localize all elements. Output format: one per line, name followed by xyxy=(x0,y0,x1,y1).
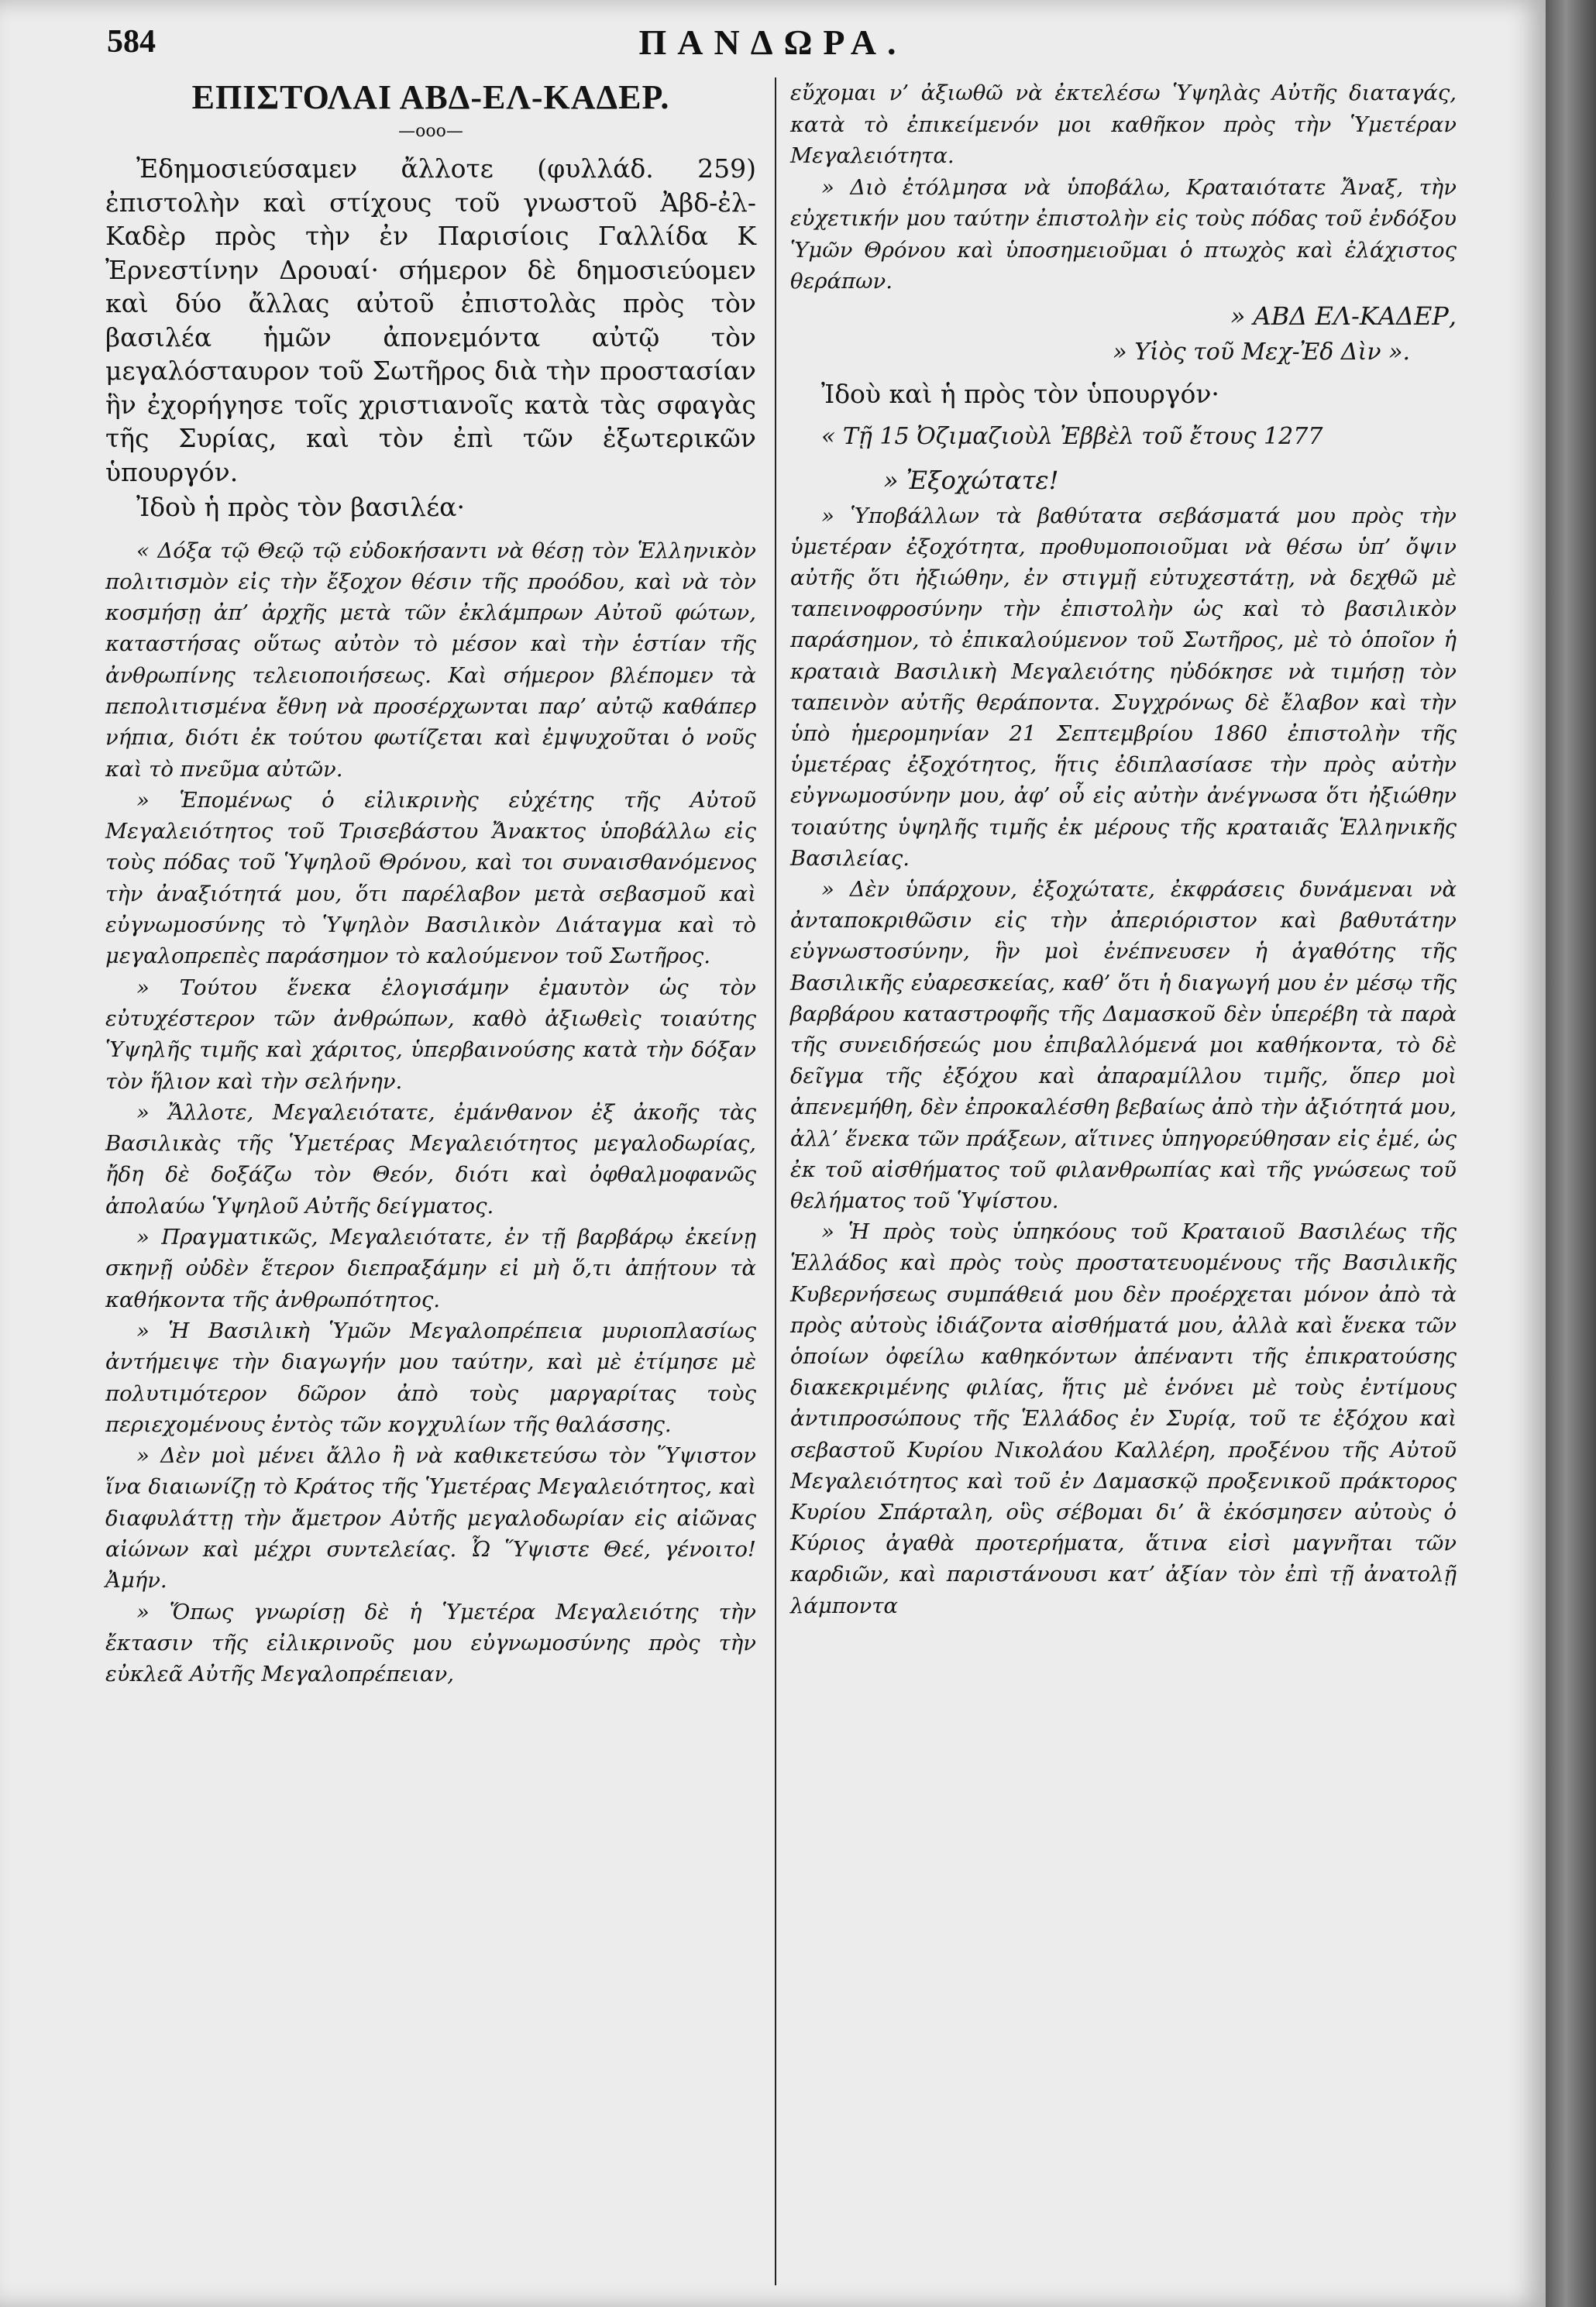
letter-paragraph: » Διὸ ἐτόλμησα νὰ ὑποβάλω, Κραταιότατε Ἄναξ, τὴν εὐχετικήν μου ταύτην ἐπιστολὴν εἰς τοὺς πόδας τοῦ ἐνδόξου Ὑμῶν Θρόνου καὶ ὑποσημειοῦμαι ὁ πτωχὸς καὶ ἐλάχιστος θεράπων. xyxy=(790,174,1457,294)
title-ornament: —οοο— xyxy=(398,122,463,141)
signature: » ΑΒΔ ΕΛ-ΚΑΔΕΡ, xyxy=(1230,301,1457,331)
letter-paragraph: » Ὅπως γνωρίσῃ δὲ ἡ Ὑμετέρα Μεγαλειότης τὴν ἔκτασιν τῆς εἰλικρινοῦς μου εὐγνωμοσύνης πρὸς τὴν εὐκλεᾶ Αὐτῆς Μεγαλοπρέπειαν, xyxy=(105,1599,756,1687)
letter-paragraph: » Ἑπομένως ὁ εἰλικρινὴς εὐχέτης τῆς Αὐτοῦ Μεγαλειότητος τοῦ Τρισεβάστου Ἄνακτος ὑποβάλλω εἰς τοὺς πόδας τοῦ Ὑψηλοῦ Θρόνου, καὶ τοι συναισθανόμενος τὴν ἀναξιότητά μου, ὅτι παρέλαβον μετὰ σεβασμοῦ καὶ εὐγνωμοσύνης τὸ Ὑψηλὸν Βασιλικὸν Διάταγμα καὶ τὸ μεγαλοπρεπὲς παράσημον τὸ καλούμενον τοῦ Σωτῆρος. xyxy=(105,787,756,969)
letter-paragraph: » Ὑποβάλλων τὰ βαθύτατα σεβάσματά μου πρὸς τὴν ὑμετέραν ἐξοχότητα, προθυμοποιοῦμαι νὰ θέσω ὑπ’ ὄψιν αὐτῆς ὅτι ἠξιώθην, ἐν στιγμῇ εὐτυχεστάτῃ, νὰ δεχθῶ μὲ ταπεινοφροσύνην τὴν ἐπιστολὴν ὡς καὶ τὸ βασιλικὸν παράσημον, τὸ ἐπικαλούμενον τοῦ Σωτῆρος, μὲ τὸ ὁποῖον ἡ κραταιὰ Βασιλικὴ Μεγαλειότης ηὐδόκησε νὰ τιμήσῃ τὸν ταπεινὸν αὐτῆς θεράποντα. Συγχρόνως δὲ ἔλαβον καὶ τὴν ὑπὸ ἡμερομηνίαν 21 Σεπτεμβρίου 1860 ἐπιστολὴν τῆς ὑμετέρας ἐξοχότητος, ἥτις ἐδιπλασίασε τὴν πρὸς αὐτὴν εὐγνωμοσύνην μου, ἀφ’ οὗ εἰς αὐτὴν ἀνέγνωσα ὅτι ἠξιώθην τοιαύτης ὑψηλῆς τιμῆς ἐκ μέρους τῆς κραταιᾶς Ἑλληνικῆς Βασιλείας. xyxy=(790,503,1457,871)
letter-paragraph: » Πραγματικῶς, Μεγαλειότατε, ἐν τῇ βαρβάρῳ ἐκείνῃ σκηνῇ οὐδὲν ἕτερον διεπραξάμην εἰ μὴ ὅ,τι ἀπῄτουν τὰ καθήκοντα τῆς ἀνθρωπότητος. xyxy=(105,1225,756,1312)
article-title: ΕΠΙΣΤΟΛΑΙ ΑΒΔ-ΕΛ-ΚΑΔΕΡ. xyxy=(191,78,670,116)
letter-paragraph: » Ἡ πρὸς τοὺς ὑπηκόους τοῦ Κραταιοῦ Βασιλέως τῆς Ἑλλάδος καὶ πρὸς τοὺς προστατευομένους τῆς Βασιλικῆς Κυβερνήσεως συμπάθειά μου δὲν προέρχεται μόνον ἀπὸ τὰ πρὸς αὐτοὺς ἰδιάζοντα αἰσθήματά μου, ἀλλὰ καὶ ἕνεκα τῶν ὁποίων ὀφείλω καθηκόντων ἀπέναντι τῆς ἐπικρατούσης διακεκριμένης φιλίας, ἥτις μὲ ἑνόνει μὲ τοὺς ἐντίμους ἀντιπροσώπους τῆς Ἑλλάδος ἐν Συρίᾳ, τοῦ τε ἐξόχου καὶ σεβαστοῦ Κυρίου Νικολάου Καλλέρη, προξένου τῆς Αὐτοῦ Μεγαλειότητος καὶ τοῦ ἐν Δαμασκῷ προξενικοῦ πράκτορος Κυρίου Σπάρταλη, οὓς σέβομαι δι’ ἃ ἐκόσμησεν αὐτοὺς ὁ Κύριος ἀγαθὰ προτερήματα, ἅτινα εἰσὶ μαγνῆται τῶν καρδιῶν, καὶ παριστάνουσι κατ’ ἀξίαν τὸν ἐπὶ τῇ ἀνατολῇ λάμποντα xyxy=(790,1219,1457,1618)
page-number: 584 xyxy=(107,24,156,60)
intro-king-line: Ἰδοὺ ἡ πρὸς τὸν βασιλέα· xyxy=(136,492,465,522)
intro-section xyxy=(105,152,756,524)
running-head: ΠΑΝΔΩΡΑ. xyxy=(638,22,907,62)
letter-paragraph: » Ἡ Βασιλικὴ Ὑμῶν Μεγαλοπρέπεια μυριοπλασίως ἀντήμειψε τὴν διαγωγήν μου ταύτην, καὶ μὲ ἐτίμησε μὲ πολυτιμότερον δῶρον ἀπὸ τοὺς μαργαρίτας τοὺς περιεχομένους ἐντὸς τῶν κογχυλίων τῆς θαλάσσης. xyxy=(105,1318,756,1437)
letter-paragraph: » Δὲν ὑπάρχουν, ἐξοχώτατε, ἐκφράσεις δυνάμεναι νὰ ἀνταποκριθῶσιν εἰς τὴν ἀπεριόριστον καὶ βαθυτάτην εὐγνωστοσύνην, ἣν μοὶ ἐνέπνευσεν ἡ ἀγαθότης τῆς Βασιλικῆς εὐαρεσκείας, καθ’ ὅτι ἡ διαγωγή μου ἐν μέσῳ τῆς βαρβάρου καταστροφῆς τῆς Δαμασκοῦ δὲν ὑπερέβη τὰ παρὰ τῆς συνειδήσεώς μου ἐπιβαλλόμενά μοι καθήκοντα, τὸ δὲ δεῖγμα τῆς ἐξόχου καὶ ἀπαραμίλλου τιμῆς, ὅπερ μοὶ ἀπενεμήθη, δὲν ἐπροκαλέσθη βεβαίως ἀπὸ τὴν ἀξιότητά μου, ἀλλ’ ἕνεκα τῶν πράξεων, αἵτινες ὑπηγορεύθησαν εἰς ἐμέ, ὡς ἐκ τοῦ αἰσθήματος τοῦ φιλανθρωπίας καὶ τῆς γνώσεως τοῦ θελήματος τοῦ Ὑψίστου. xyxy=(790,876,1457,1213)
letter-paragraph: « Δόξα τῷ Θεῷ τῷ εὐδοκήσαντι νὰ θέσῃ τὸν Ἑλληνικὸν πολιτισμὸν εἰς τὴν ἔξοχον θέσιν τῆς προόδου, καὶ νὰ τὸν κοσμήσῃ ἀπ’ ἀρχῆς μετὰ τῶν ἐκλάμπρων Αὐτοῦ φώτων, καταστήσας οὕτως αὐτὸν τὸ μέσον καὶ τὴν ἑστίαν τῆς ἀνθρωπίνης τελειοποιήσεως. Καὶ σήμερον βλέπομεν τὰ πεπολιτισμένα ἔθνη νὰ προσέρχωνται παρ’ αὐτῷ καθάπερ νήπια, διότι ἐκ τούτου φωτίζεται καὶ ἐμψυχοῦται ὁ νοῦς καὶ τὸ πνεῦμα αὐτῶν. xyxy=(105,538,756,782)
intro-minister-line: Ἰδοὺ καὶ ἡ πρὸς τὸν ὑπουργόν· xyxy=(821,378,1219,409)
book-edge xyxy=(1546,0,1596,2307)
letter-to-king-continuation xyxy=(790,77,1457,297)
left-column xyxy=(105,77,756,1690)
letter-to-king xyxy=(105,535,756,1690)
column-rule xyxy=(775,77,776,2285)
letter-salutation: » Ἐξοχώτατε! xyxy=(883,465,1059,495)
right-column xyxy=(790,77,1457,1621)
letter-paragraph: » Δὲν μοὶ μένει ἄλλο ἢ νὰ καθικετεύσω τὸν Ὕψιστον ἵνα διαιωνίζῃ τὸ Κράτος τῆς Ὑμετέρας Μεγαλειότητος, καὶ διαφυλάττῃ τὴν ἄμετρον Αὐτῆς μεγαλοδωρίαν εἰς αἰῶνας αἰώνων καὶ μέχρι συντελείας. Ὦ Ὕψιστε Θεέ, γένοιτο! Ἀμήν. xyxy=(105,1443,756,1594)
letter-paragraph: » Ἄλλοτε, Μεγαλειότατε, ἐμάνθανον ἐξ ἀκοῆς τὰς Βασιλικὰς τῆς Ὑμετέρας Μεγαλειότητος μεγαλοδωρίας, ἤδη δὲ δοξάζω τὸν Θεόν, διότι καὶ ὀφθαλμοφανῶς ἀπολαύω Ὑψηλοῦ Αὐτῆς δείγματος. xyxy=(105,1099,756,1219)
letter-paragraph: » Τούτου ἕνεκα ἐλογισάμην ἐμαυτὸν ὡς τὸν εὐτυχέστερον τῶν ἀνθρώπων, καθὸ ἀξιωθεὶς τοιαύτης Ὑψηλῆς τιμῆς καὶ χάριτος, ὑπερβαινούσης κατὰ τὴν δόξαν τὸν ἥλιον καὶ τὴν σελήνην. xyxy=(105,975,756,1094)
letter-to-minister xyxy=(790,500,1457,1621)
letter-dateline: « Τῇ 15 Ὀζιμαζιοὺλ Ἐββὲλ τοῦ ἔτους 1277 xyxy=(821,422,1323,450)
intro-paragraph: Ἐδημοσιεύσαμεν ἄλλοτε (φυλλάδ. 259) ἐπιστολὴν καὶ στίχους τοῦ γνωστοῦ Ἀβδ-ἐλ-Καδὲρ πρὸς τὴν ἐν Παρισίοις Γαλλίδα Κ Ἐρνεστίνην Δρουαί· σήμερον δὲ δημοσιεύομεν καὶ δύο ἄλλας αὐτοῦ ἐπιστολὰς πρὸς τὸν βασιλέα ἡμῶν ἀπονεμόντα αὐτῷ τὸν μεγαλόσταυρον τοῦ Σωτῆρος διὰ τὴν προστασίαν ἣν ἐχορήγησε τοῖς χριστιανοῖς κατὰ τὰς σφαγὰς τῆς Συρίας, καὶ τὸν ἐπὶ τῶν ἐξωτερικῶν ὑπουργόν. xyxy=(105,153,756,487)
letter-paragraph: εὔχομαι ν’ ἀξιωθῶ νὰ ἐκτελέσω Ὑψηλὰς Αὐτῆς διαταγάς, κατὰ τὸ ἐπικείμενόν μοι καθῆκον πρὸς τὴν Ὑμετέραν Μεγαλειότητα. xyxy=(790,81,1457,168)
signature-subtitle: » Υἱὸς τοῦ Μεχ-Ἐδ Δὶν ». xyxy=(1113,338,1410,366)
